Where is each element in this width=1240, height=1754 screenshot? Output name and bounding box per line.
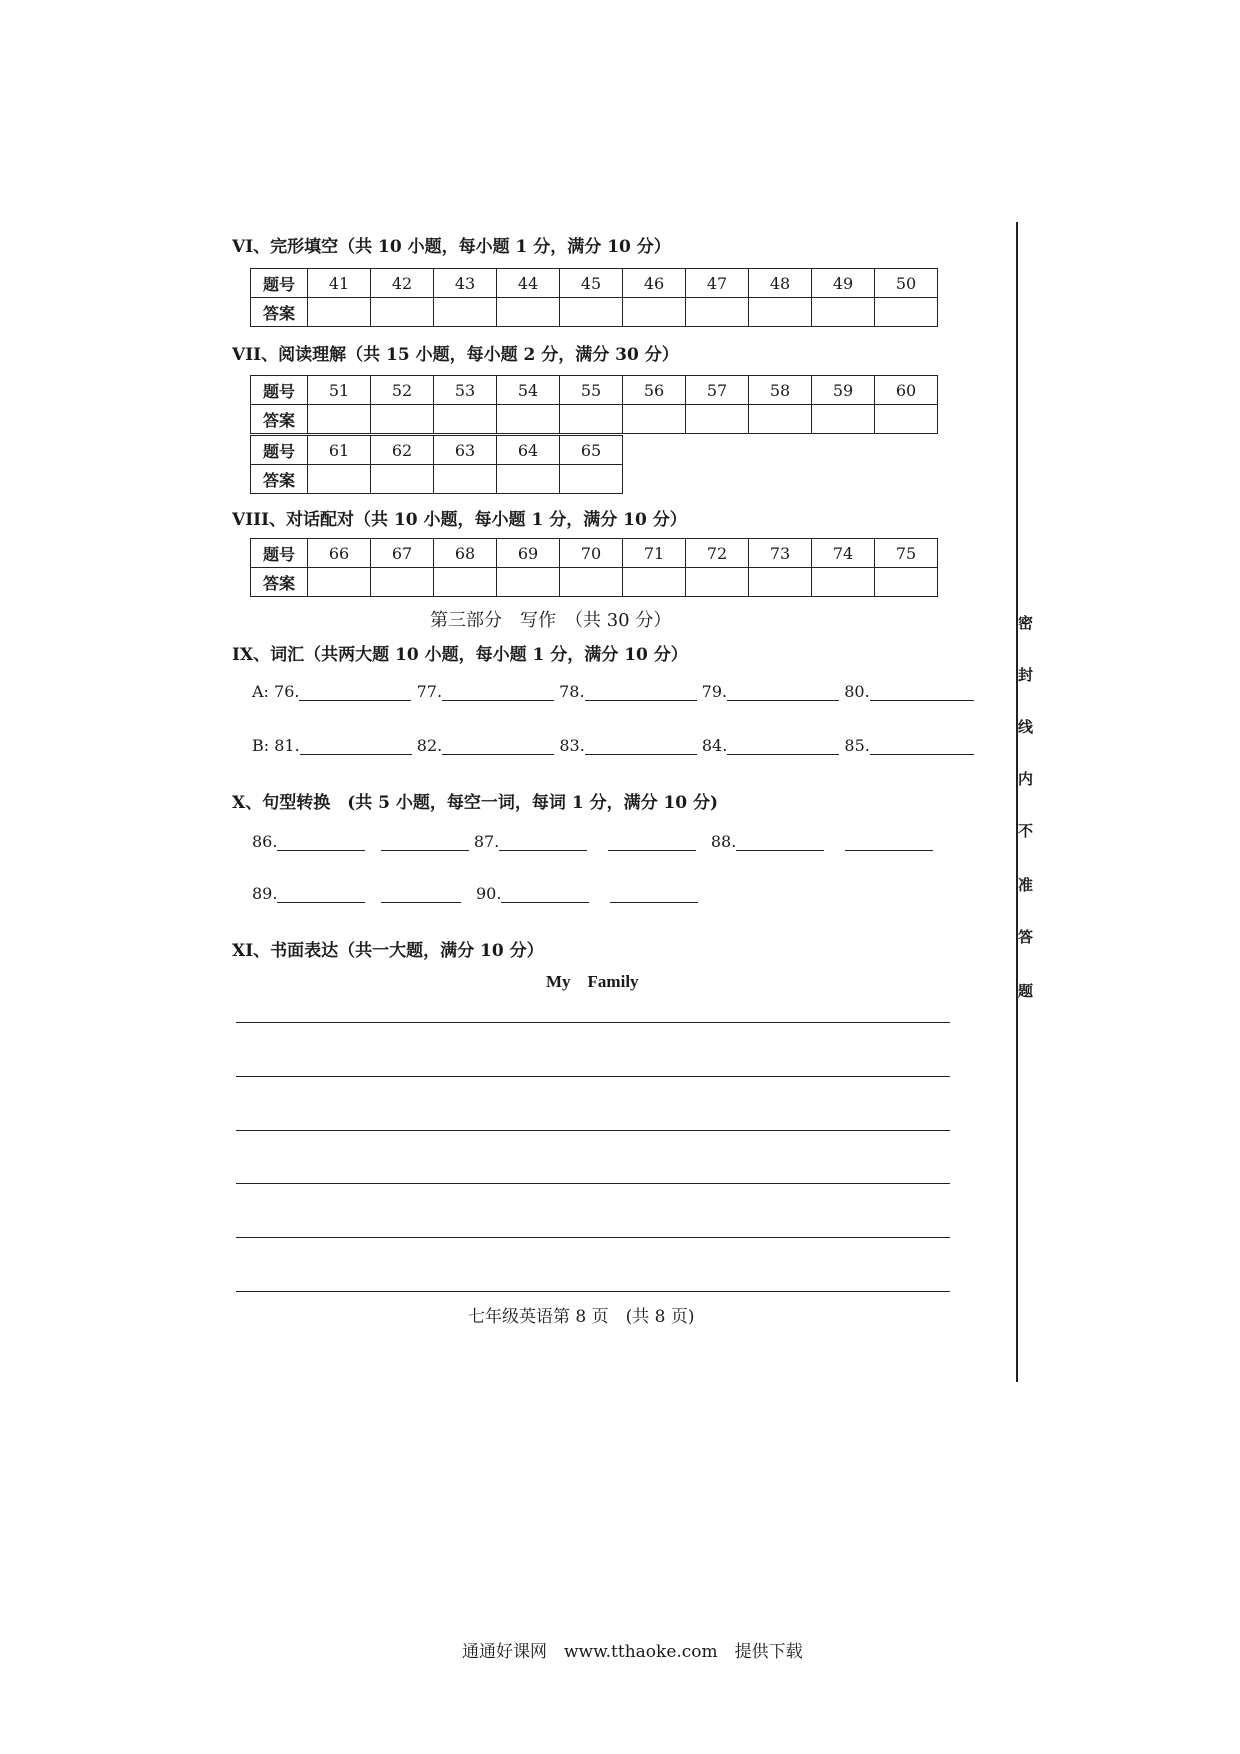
writing-line[interactable] bbox=[236, 1022, 950, 1023]
row-header-question-number: 题号 bbox=[251, 436, 308, 465]
section-7-answer-table-2 bbox=[250, 435, 623, 494]
blank-label: 80. bbox=[844, 682, 870, 701]
question-number: 53 bbox=[434, 376, 497, 405]
question-number: 50 bbox=[875, 269, 938, 298]
answer-blank[interactable] bbox=[381, 832, 469, 851]
question-number: 56 bbox=[623, 376, 686, 405]
page-footer: 七年级英语第 8 页 (共 8 页) bbox=[468, 1307, 695, 1327]
writing-line[interactable] bbox=[236, 1130, 950, 1131]
blank-label: 85. bbox=[844, 736, 870, 755]
answer-cell[interactable] bbox=[812, 568, 875, 597]
answer-cell[interactable] bbox=[623, 298, 686, 327]
row-header-question-number: 题号 bbox=[251, 269, 308, 298]
blank-label: 89. bbox=[252, 884, 278, 903]
answer-blank[interactable] bbox=[585, 682, 697, 701]
answer-cell[interactable] bbox=[434, 465, 497, 494]
vocab-row-b bbox=[252, 736, 974, 755]
section-8-title: VIII、对话配对（共 10 小题，每小题 1 分，满分 10 分） bbox=[232, 510, 687, 530]
seal-text-char: 封 bbox=[1018, 666, 1034, 684]
answer-blank[interactable] bbox=[299, 682, 411, 701]
blank-label: 90. bbox=[475, 884, 502, 903]
section-9-title: IX、词汇（共两大题 10 小题，每小题 1 分，满分 10 分） bbox=[232, 645, 688, 665]
answer-cell[interactable] bbox=[308, 465, 371, 494]
answer-row bbox=[251, 298, 938, 327]
answer-blank[interactable] bbox=[608, 832, 696, 851]
answer-blank[interactable] bbox=[870, 736, 974, 755]
question-number-row bbox=[251, 376, 938, 405]
question-number: 69 bbox=[497, 539, 560, 568]
writing-line[interactable] bbox=[236, 1237, 950, 1238]
row-header-answer: 答案 bbox=[251, 405, 308, 434]
answer-cell[interactable] bbox=[749, 405, 812, 434]
question-number: 43 bbox=[434, 269, 497, 298]
answer-blank[interactable] bbox=[870, 682, 974, 701]
question-number: 68 bbox=[434, 539, 497, 568]
answer-cell[interactable] bbox=[812, 298, 875, 327]
answer-blank[interactable] bbox=[845, 832, 933, 851]
answer-cell[interactable] bbox=[308, 405, 371, 434]
section-10-title: X、句型转换 (共 5 小题，每空一词，每词 1 分，满分 10 分) bbox=[232, 793, 719, 813]
answer-cell[interactable] bbox=[623, 405, 686, 434]
section-7-title: VII、阅读理解（共 15 小题，每小题 2 分，满分 30 分） bbox=[232, 345, 679, 365]
blank-label: 87. bbox=[473, 832, 500, 851]
answer-blank[interactable] bbox=[736, 832, 824, 851]
answer-blank[interactable] bbox=[727, 682, 839, 701]
question-number-row bbox=[251, 436, 623, 465]
blank-label: 82. bbox=[416, 736, 443, 755]
answer-cell[interactable] bbox=[371, 298, 434, 327]
answer-cell[interactable] bbox=[371, 465, 434, 494]
section-6-answer-table bbox=[250, 268, 938, 327]
blank-label: 86. bbox=[252, 832, 278, 851]
question-number: 59 bbox=[812, 376, 875, 405]
section-8-answer-table bbox=[250, 538, 938, 597]
question-number: 52 bbox=[371, 376, 434, 405]
writing-line[interactable] bbox=[236, 1291, 950, 1292]
blank-label: 79. bbox=[701, 682, 728, 701]
answer-cell[interactable] bbox=[749, 568, 812, 597]
answer-blank[interactable] bbox=[442, 736, 554, 755]
answer-blank[interactable] bbox=[277, 832, 365, 851]
answer-cell[interactable] bbox=[560, 465, 623, 494]
answer-cell[interactable] bbox=[497, 298, 560, 327]
question-number: 55 bbox=[560, 376, 623, 405]
answer-cell[interactable] bbox=[749, 298, 812, 327]
section-7-answer-table bbox=[250, 375, 938, 434]
question-number: 54 bbox=[497, 376, 560, 405]
question-number: 71 bbox=[623, 539, 686, 568]
answer-cell[interactable] bbox=[434, 298, 497, 327]
blank-label: 77. bbox=[416, 682, 443, 701]
answer-cell[interactable] bbox=[497, 465, 560, 494]
question-number: 67 bbox=[371, 539, 434, 568]
row-header-answer: 答案 bbox=[251, 568, 308, 597]
question-number: 58 bbox=[749, 376, 812, 405]
seal-text-char: 题 bbox=[1018, 982, 1034, 1000]
question-number: 62 bbox=[371, 436, 434, 465]
question-number: 47 bbox=[686, 269, 749, 298]
answer-cell[interactable] bbox=[560, 298, 623, 327]
answer-cell[interactable] bbox=[875, 298, 938, 327]
answer-blank[interactable] bbox=[499, 832, 587, 851]
answer-row bbox=[251, 568, 938, 597]
question-number: 65 bbox=[560, 436, 623, 465]
download-source-text: 通通好课网 www.tthaoke.com 提供下载 bbox=[462, 1642, 803, 1662]
answer-cell[interactable] bbox=[686, 405, 749, 434]
question-number: 49 bbox=[812, 269, 875, 298]
section-6-title: VI、完形填空（共 10 小题，每小题 1 分，满分 10 分） bbox=[232, 237, 671, 257]
question-number: 51 bbox=[308, 376, 371, 405]
question-number-row bbox=[251, 269, 938, 298]
question-number: 41 bbox=[308, 269, 371, 298]
question-number: 61 bbox=[308, 436, 371, 465]
blank-label: 83. bbox=[559, 736, 585, 755]
answer-row bbox=[251, 405, 938, 434]
row-header-question-number: 题号 bbox=[251, 539, 308, 568]
seal-text-char: 密 bbox=[1018, 614, 1034, 632]
answer-blank[interactable] bbox=[300, 736, 412, 755]
answer-cell[interactable] bbox=[686, 298, 749, 327]
blank-label: B: 81. bbox=[252, 736, 300, 755]
writing-line[interactable] bbox=[236, 1183, 950, 1184]
answer-cell[interactable] bbox=[308, 568, 371, 597]
sentence-row-1 bbox=[252, 832, 933, 851]
seal-text-char: 内 bbox=[1018, 770, 1034, 788]
row-header-answer: 答案 bbox=[251, 298, 308, 327]
answer-cell[interactable] bbox=[371, 568, 434, 597]
question-number: 46 bbox=[623, 269, 686, 298]
seal-text-char: 答 bbox=[1018, 928, 1034, 946]
question-number: 74 bbox=[812, 539, 875, 568]
row-header-question-number: 题号 bbox=[251, 376, 308, 405]
row-header-answer: 答案 bbox=[251, 465, 308, 494]
answer-cell[interactable] bbox=[560, 405, 623, 434]
question-number-row bbox=[251, 539, 938, 568]
answer-blank[interactable] bbox=[381, 884, 461, 903]
answer-cell[interactable] bbox=[875, 405, 938, 434]
question-number: 64 bbox=[497, 436, 560, 465]
question-number: 44 bbox=[497, 269, 560, 298]
seal-line bbox=[1016, 222, 1018, 1382]
answer-cell[interactable] bbox=[686, 568, 749, 597]
answer-cell[interactable] bbox=[875, 568, 938, 597]
answer-blank[interactable] bbox=[585, 736, 697, 755]
answer-cell[interactable] bbox=[308, 298, 371, 327]
answer-blank[interactable] bbox=[277, 884, 365, 903]
part-3-title: 第三部分 写作 （共 30 分） bbox=[430, 610, 672, 631]
question-number: 45 bbox=[560, 269, 623, 298]
answer-cell[interactable] bbox=[812, 405, 875, 434]
answer-row bbox=[251, 465, 623, 494]
answer-cell[interactable] bbox=[623, 568, 686, 597]
question-number: 73 bbox=[749, 539, 812, 568]
vocab-row-a bbox=[252, 682, 974, 701]
answer-blank[interactable] bbox=[442, 682, 554, 701]
answer-cell[interactable] bbox=[434, 405, 497, 434]
essay-title: My Family bbox=[546, 972, 639, 991]
answer-cell[interactable] bbox=[371, 405, 434, 434]
sentence-row-2 bbox=[252, 884, 698, 903]
writing-line[interactable] bbox=[236, 1076, 950, 1077]
answer-cell[interactable] bbox=[497, 405, 560, 434]
question-number: 66 bbox=[308, 539, 371, 568]
question-number: 75 bbox=[875, 539, 938, 568]
question-number: 72 bbox=[686, 539, 749, 568]
blank-label: 84. bbox=[701, 736, 728, 755]
answer-cell[interactable] bbox=[434, 568, 497, 597]
answer-blank[interactable] bbox=[610, 884, 698, 903]
question-number: 63 bbox=[434, 436, 497, 465]
question-number: 42 bbox=[371, 269, 434, 298]
blank-label: 88. bbox=[710, 832, 737, 851]
answer-cell[interactable] bbox=[497, 568, 560, 597]
seal-text-char: 不 bbox=[1018, 822, 1034, 840]
section-11-title: XI、书面表达（共一大题，满分 10 分） bbox=[232, 941, 544, 961]
blank-label: 78. bbox=[559, 682, 585, 701]
question-number: 48 bbox=[749, 269, 812, 298]
blank-label: A: 76. bbox=[252, 682, 300, 701]
question-number: 60 bbox=[875, 376, 938, 405]
question-number: 57 bbox=[686, 376, 749, 405]
answer-blank[interactable] bbox=[727, 736, 839, 755]
question-number: 70 bbox=[560, 539, 623, 568]
seal-text-char: 准 bbox=[1018, 876, 1034, 894]
seal-text-char: 线 bbox=[1018, 718, 1034, 736]
answer-blank[interactable] bbox=[501, 884, 589, 903]
answer-cell[interactable] bbox=[560, 568, 623, 597]
